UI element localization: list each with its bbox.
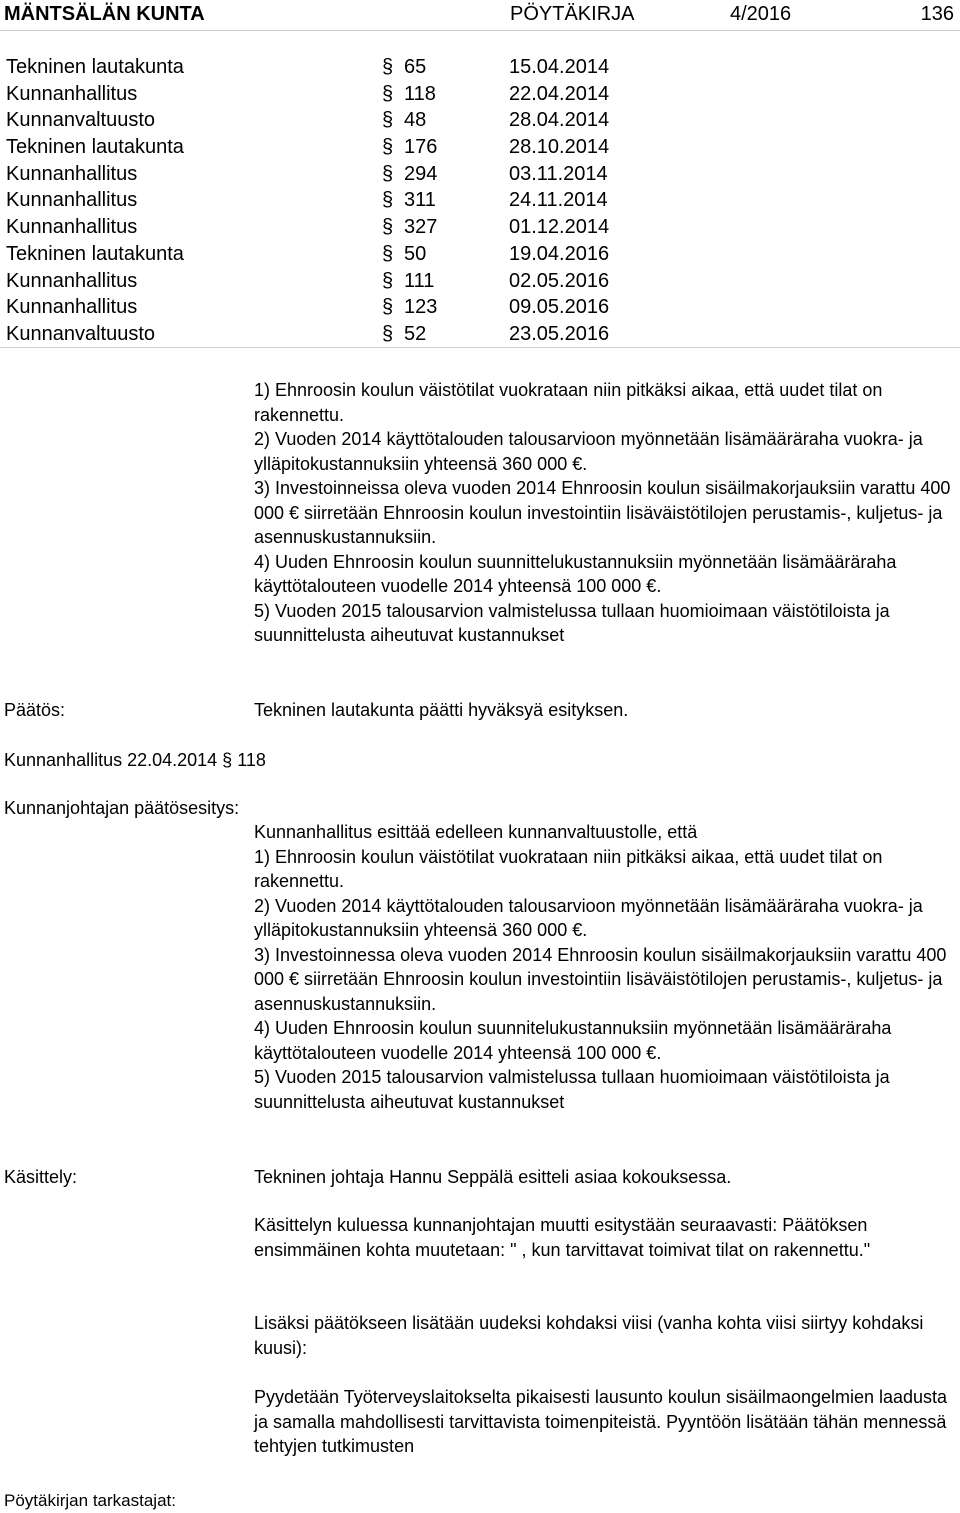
proposal-item: 5) Vuoden 2015 talousarvion valmistelussa tullaan huomioimaan väistötiloista ja suunnittelusta aiheutuvat kustannukset: [254, 1067, 890, 1112]
history-row: [0, 135, 960, 162]
section-number: 327: [404, 216, 438, 239]
meeting-body: Tekninen lautakunta: [6, 56, 184, 78]
meeting-date: 22.04.2014: [509, 82, 610, 105]
meeting-body: Kunnanhallitus: [6, 269, 138, 292]
section-sign: §: [382, 162, 394, 185]
proposal-item: 2) Vuoden 2014 käyttötalouden talousarvioon myönnetään lisämääräraha vuokra- ja ylläpitokustannuksiin yhteensä 360 000 €.: [254, 429, 923, 474]
municipality-name: MÄNTSÄLÄN KUNTA: [4, 3, 205, 25]
history-row: [0, 55, 960, 82]
section-sign: §: [382, 136, 394, 159]
meeting-date: 09.05.2016: [509, 296, 610, 319]
handling-para-1: Tekninen johtaja Hannu Seppälä esitteli asiaa kokouksessa.: [254, 1167, 732, 1187]
meeting-body: Tekninen lautakunta: [6, 136, 184, 159]
section-sign: §: [382, 82, 394, 105]
history-row: [0, 82, 960, 109]
page-header: [0, 0, 960, 31]
meeting-date: 01.12.2014: [509, 216, 610, 239]
section-number: 176: [404, 136, 438, 159]
meeting-body: Kunnanvaltuusto: [6, 109, 156, 132]
section-sign: §: [382, 216, 394, 239]
history-row: [0, 215, 960, 242]
history-row: [0, 162, 960, 189]
section-sign: §: [382, 242, 394, 265]
section-number: 311: [404, 189, 436, 212]
handling-history-list: [0, 55, 960, 349]
history-row: [0, 295, 960, 322]
section-sign: §: [382, 322, 394, 345]
section-number: 118: [404, 82, 436, 105]
meeting-date: 19.04.2016: [509, 242, 610, 265]
section-sign: §: [382, 269, 394, 292]
proposal-item: 1) Ehnroosin koulun väistötilat vuokrataan niin pitkäksi aikaa, että uudet tilat on rakennettu.: [254, 846, 883, 891]
proposal-item: 4) Uuden Ehnroosin koulun suunnittelukustannuksiin myönnetään lisämääräraha käyttötalouteen vuodelle 2014 yhteensä 100 000 €.: [254, 551, 897, 596]
section-number: 123: [404, 296, 438, 319]
meeting-body: Tekninen lautakunta: [6, 242, 184, 265]
section-number: 294: [404, 162, 438, 185]
proposal-item: 2) Vuoden 2014 käyttötalouden talousarvioon myönnetään lisämääräraha vuokra- ja ylläpitokustannuksiin yhteensä 360 000 €.: [254, 895, 923, 940]
history-row: [0, 322, 960, 349]
decision-text: Tekninen lautakunta päätti hyväksyä esityksen.: [254, 700, 629, 720]
meeting-body: Kunnanhallitus: [6, 296, 138, 319]
meeting-body: Kunnanhallitus: [6, 216, 138, 239]
section-number: 50: [404, 242, 427, 265]
section-number: 52: [404, 322, 427, 345]
document-type: PÖYTÄKIRJA: [510, 3, 635, 25]
meeting-body: Kunnanhallitus: [6, 82, 138, 105]
meeting-body: Kunnanvaltuusto: [6, 322, 156, 345]
page-number: 136: [920, 3, 954, 25]
meeting-date: 02.05.2016: [509, 269, 610, 292]
meeting-date: 15.04.2014: [509, 56, 610, 78]
meeting-date: 28.04.2014: [509, 109, 610, 132]
meeting-body: Kunnanhallitus: [6, 162, 138, 185]
proposal-intro: Kunnanhallitus esittää edelleen kunnanvaltuustolle, että: [254, 822, 698, 842]
section-sign: §: [382, 189, 394, 212]
history-row: [0, 188, 960, 215]
handling-para-4: Pyydetään Työterveyslaitokselta pikaisesti lausunto koulun sisäilmaongelmien laadusta ja samalla mahdollisesti tarvittavista toimenpiteistä. Pyyntöön lisätään tähän mennessä tehtyjen tutkimusten: [254, 1387, 948, 1456]
proposal-item: 3) Investoinneissa oleva vuoden 2014 Ehnroosin koulun sisäilmakorjauksiin varattu 400 000 € siirretään Ehnroosin koulun investointiin lisäväistötilojen perustamis-, kuljetus- ja asennuskustannuksiin.: [254, 478, 951, 547]
proposal-list-2: [254, 820, 954, 1114]
mayor-proposal-label: Kunnanjohtajan päätösesitys:: [4, 798, 240, 818]
section-number: 48: [404, 109, 427, 132]
decision-label: Päätös:: [4, 700, 66, 720]
document-number: 4/2016: [730, 3, 792, 25]
meeting-date: 28.10.2014: [509, 136, 610, 159]
proposal-item: 5) Vuoden 2015 talousarvion valmistelussa tullaan huomioimaan väistötiloista ja suunnittelusta aiheutuvat kustannukset: [254, 600, 890, 645]
proposal-item: 1) Ehnroosin koulun väistötilat vuokrataan niin pitkäksi aikaa, että uudet tilat on rakennettu.: [254, 380, 883, 425]
proposal-item: 3) Investoinnessa oleva vuoden 2014 Ehnroosin koulun sisäilmakorjauksiin varattu 400 000 € siirretään Ehnroosin koulun investointiin lisäväistötilojen perustamis-, kuljetus- ja asennuskustannuksiin.: [254, 944, 947, 1014]
section-heading: Kunnanhallitus 22.04.2014 § 118: [4, 750, 266, 770]
handling-para-3: Lisäksi päätökseen lisätään uudeksi kohdaksi viisi (vanha kohta viisi siirtyy kohdaksi kuusi):: [254, 1313, 924, 1358]
history-row: [0, 269, 960, 296]
history-row: [0, 108, 960, 135]
section-sign: §: [382, 56, 394, 78]
meeting-date: 03.11.2014: [509, 162, 608, 185]
meeting-date: 23.05.2016: [509, 322, 610, 345]
handling-label: Käsittely:: [4, 1167, 78, 1187]
section-number: 65: [404, 56, 427, 78]
meeting-date: 24.11.2014: [509, 189, 608, 212]
history-row: [0, 242, 960, 269]
proposal-item: 4) Uuden Ehnroosin koulun suunnitelukustannuksiin myönnetään lisämääräraha käyttötalouteen vuodelle 2014 yhteensä 100 000 €.: [254, 1018, 892, 1063]
minutes-checkers-label: Pöytäkirjan tarkastajat:: [4, 1491, 176, 1510]
section-number: 111: [404, 269, 435, 292]
handling-para-2: Käsittelyn kuluessa kunnanjohtajan muutti esitystään seuraavasti: Päätöksen ensimmäinen kohta muutetaan: " , kun tarvittavat toimivat tilat on rakennettu.": [254, 1215, 871, 1260]
separator-line: [0, 347, 960, 348]
proposal-list-1: [254, 378, 954, 648]
meeting-body: Kunnanhallitus: [6, 189, 138, 212]
section-sign: §: [382, 296, 394, 319]
section-sign: §: [382, 109, 394, 132]
